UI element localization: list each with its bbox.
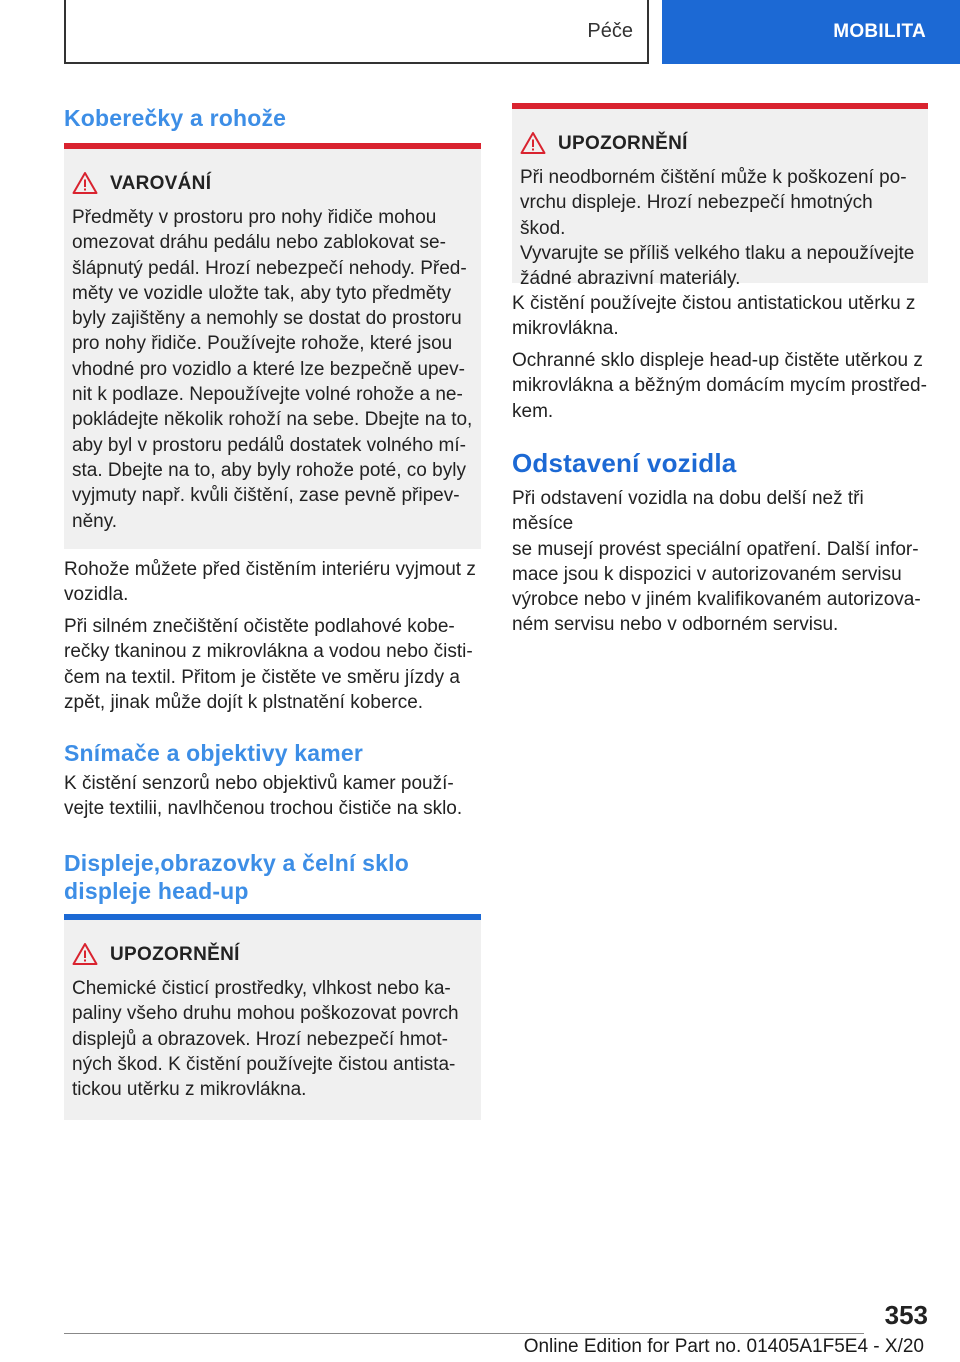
text-line: vhodné pro vozidlo a které lze bezpečně upev- xyxy=(72,358,465,380)
text-line: ném servisu nebo v odborném servisu. xyxy=(512,614,839,636)
paragraph-parking xyxy=(512,486,928,638)
text-line: Vyvarujte se příliš velkého tlaku a nepoužívejte xyxy=(520,242,915,264)
text-line: něny. xyxy=(72,510,118,532)
text-line: aby byl v prostoru pedálů dostatek volného mí- xyxy=(72,434,466,456)
text-line: mace jsou k dispozici v autorizovaném servisu xyxy=(512,563,902,585)
text-line: vozidla. xyxy=(64,584,129,606)
heading-displays xyxy=(64,849,409,905)
text-line: rečky tkaninou z mikrovlákna a vodou nebo čisti- xyxy=(64,641,473,663)
text-line: Chemické čisticí prostředky, vlhkost nebo ka- xyxy=(72,978,451,999)
text-line: pro nohy řidiče. Používejte rohože, které jsou xyxy=(72,333,453,355)
text-line: pokládejte několik rohoží na sebe. Dbejte na to, xyxy=(72,409,473,431)
text-line: Ochranné sklo displeje head-up čistěte utěrkou z xyxy=(512,350,923,371)
text-line: Displeje,obrazovky a čelní sklo xyxy=(64,850,409,876)
footer-edition: Online Edition for Part no. 01405A1F5E4 - X/20 xyxy=(523,1336,924,1357)
warning-box-mats xyxy=(64,143,481,549)
text-line: ných škod. K čistění používejte čistou antista- xyxy=(72,1053,456,1075)
text-line: se musejí provést speciální opatření. Další infor- xyxy=(512,538,919,560)
text-line: mikrovlákna. xyxy=(512,318,619,340)
text-line: vyjmuty např. kvůli čištění, zase pevně připev- xyxy=(72,485,460,507)
paragraph-sensors xyxy=(64,771,462,822)
warning-triangle-icon xyxy=(520,131,546,155)
text-line: Při odstavení vozidla na dobu delší než tři měsíce xyxy=(512,488,864,535)
text-line: K čistění používejte čistou antistatickou utěrku z xyxy=(512,293,916,314)
text-line: čem na textil. Přitom je čistěte ve směru jízdy a xyxy=(64,666,460,688)
footer-divider xyxy=(64,1333,864,1334)
text-line: měty ve vozidle uložte tak, aby tyto předměty xyxy=(72,282,452,304)
text-line: paliny všeho druhu mohou poškozovat povrch xyxy=(72,1003,459,1025)
warning-title: VAROVÁNÍ xyxy=(110,173,212,194)
notice-text xyxy=(520,165,922,291)
warning-text xyxy=(72,205,475,534)
text-line: vrchu displeje. Hrozí nebezpečí hmotných škod. xyxy=(520,192,873,239)
notice-title: UPOZORNĚNÍ xyxy=(110,944,240,965)
text-line: žádné abrazivní materiály. xyxy=(520,268,741,290)
notice-bar xyxy=(64,914,481,920)
notice-text xyxy=(72,976,475,1102)
header-section-tab xyxy=(64,0,649,64)
warning-bar xyxy=(64,143,481,149)
text-line: tickou utěrku z mikrovlákna. xyxy=(72,1079,307,1101)
text-line: výrobce nebo v jiném kvalifikovaném autorizova- xyxy=(512,589,921,611)
paragraph-heavy-soiling xyxy=(64,614,473,715)
warning-triangle-icon xyxy=(72,171,98,195)
header-chapter-label: MOBILITA xyxy=(833,21,926,42)
warning-box-cleaning xyxy=(512,103,928,290)
text-line: displejů a obrazovek. Hrozí nebezpečí hmot- xyxy=(72,1028,448,1050)
text-line: zpět, jinak může dojít k plstnatění koberce. xyxy=(64,691,424,713)
text-line: displeje head-up xyxy=(64,878,249,904)
text-line: šlápnutý pedál. Hrozí nebezpečí nehody. Před- xyxy=(72,257,467,279)
header-chapter-tab xyxy=(662,0,960,64)
text-line: omezovat dráhu pedálu nebo zablokovat se- xyxy=(72,232,446,254)
text-line: sta. Dbejte na to, aby byly rohože poté, co byly xyxy=(72,459,466,481)
text-line: byly zajištěny a nemohly se dostat do prostoru xyxy=(72,308,462,330)
heading-mats: Koberečky a rohože xyxy=(64,105,287,131)
paragraph-antistatic-cloth xyxy=(512,291,915,342)
text-line: kem. xyxy=(512,400,554,422)
heading-parking: Odstavení vozidla xyxy=(512,448,737,478)
text-line: Při silném znečištění očistěte podlahové kobe- xyxy=(64,616,455,637)
header-section-label: Péče xyxy=(587,19,633,42)
text-line: K čistění senzorů nebo objektivů kamer použí- xyxy=(64,773,454,794)
warning-box-displays xyxy=(64,914,481,1120)
paragraph-remove-mats xyxy=(64,557,476,608)
text-line: mikrovlákna a běžným domácím mycím prostřed- xyxy=(512,375,927,397)
text-line: Předměty v prostoru pro nohy řidiče mohou xyxy=(72,207,437,228)
warning-triangle-icon xyxy=(72,942,98,966)
notice-title: UPOZORNĚNÍ xyxy=(558,133,688,154)
paragraph-headup-glass xyxy=(512,348,927,424)
text-line: Při neodborném čištění může k poškození po- xyxy=(520,167,907,188)
text-line: Rohože můžete před čistěním interiéru vyjmout z xyxy=(64,559,476,580)
text-line: nit k podlaze. Nepoužívejte volné rohože a ne- xyxy=(72,384,463,406)
warning-bar xyxy=(512,103,928,109)
heading-sensors: Snímače a objektivy kamer xyxy=(64,740,364,766)
page-number: 353 xyxy=(884,1300,928,1330)
text-line: vejte textilii, navlhčenou trochou čističe na sklo. xyxy=(64,798,463,820)
